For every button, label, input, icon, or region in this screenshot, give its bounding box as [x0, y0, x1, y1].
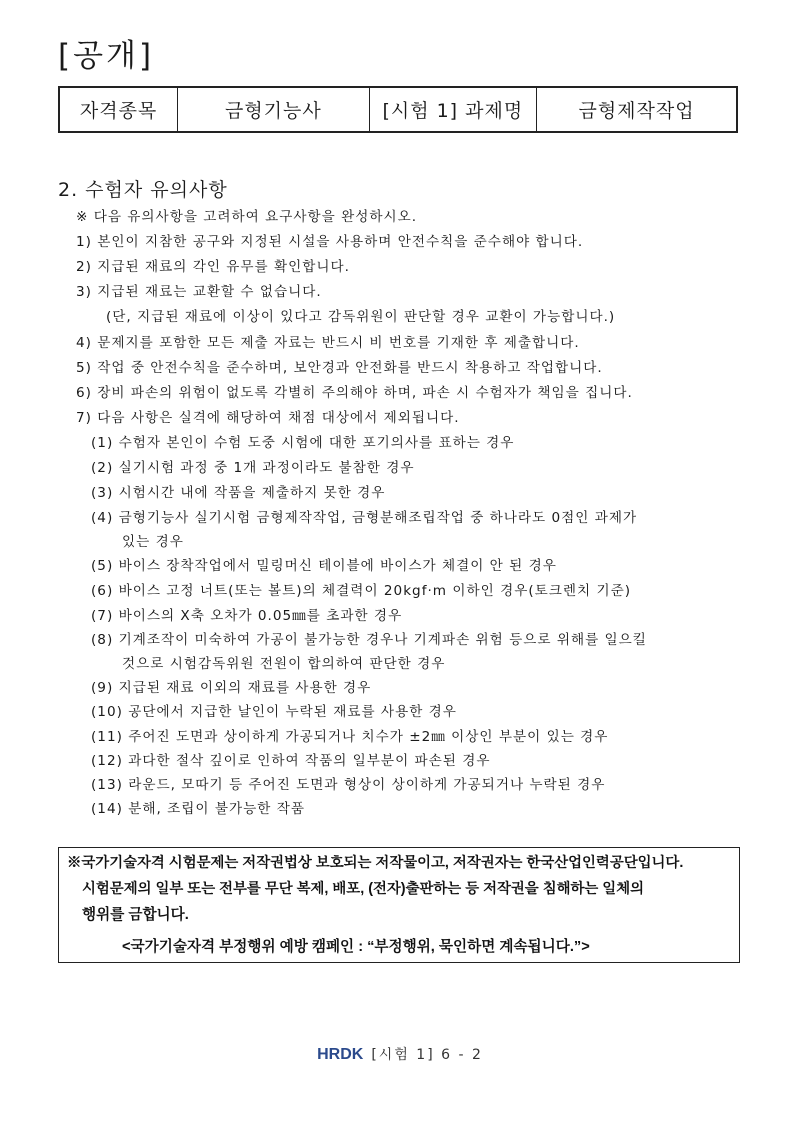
disqualification-item: (12) 과다한 절삭 깊이로 인하여 작품의 일부분이 파손된 경우	[91, 753, 491, 769]
disqualification-item: (11) 주어진 도면과 상이하게 가공되거나 치수가 ±2㎜ 이상인 부분이 있는 경우	[91, 729, 609, 745]
copyright-line-2: 시험문제의 일부 또는 전부를 무단 복제, 배포, (전자)출판하는 등 저작권을 침해하는 일체의	[82, 881, 645, 897]
disqualification-item: (13) 라운드, 모따기 등 주어진 도면과 형상이 상이하게 가공되거나 누락된 경우	[91, 777, 606, 793]
disqualification-item-cont: 있는 경우	[122, 534, 184, 550]
label-qualification-type: 자격종목	[59, 87, 178, 132]
notes-intro: ※ 다음 유의사항을 고려하여 요구사항을 완성하시오.	[76, 209, 418, 225]
disqualification-item: (1) 수험자 본인이 수험 도중 시험에 대한 포기의사를 표하는 경우	[91, 435, 515, 451]
copyright-notice-box	[58, 847, 740, 963]
disqualification-item: (10) 공단에서 지급한 날인이 누락된 재료를 사용한 경우	[91, 704, 457, 720]
info-table	[58, 86, 738, 133]
info-table-row	[59, 87, 737, 132]
note-item: 2) 지급된 재료의 각인 유무를 확인합니다.	[76, 259, 350, 275]
note-item: 5) 작업 중 안전수칙을 준수하며, 보안경과 안전화를 반드시 착용하고 작업합니다.	[76, 360, 603, 376]
value-task-name: 금형제작작업	[537, 87, 737, 132]
disqualification-item: (2) 실기시험 과정 중 1개 과정이라도 불참한 경우	[91, 460, 415, 476]
disqualification-item: (14) 분해, 조립이 불가능한 작품	[91, 801, 305, 817]
section-title: 2. 수험자 유의사항	[58, 179, 228, 201]
note-item: 4) 문제지를 포함한 모든 제출 자료는 반드시 비 번호를 기재한 후 제출합니다.	[76, 335, 580, 351]
copyright-line-3: 행위를 금합니다.	[82, 907, 189, 923]
disqualification-item: (9) 지급된 재료 이외의 재료를 사용한 경우	[91, 680, 372, 696]
note-item: 7) 다음 사항은 실격에 해당하여 채점 대상에서 제외됩니다.	[76, 410, 460, 426]
disqualification-item: (5) 바이스 장착작업에서 밀링머신 테이블에 바이스가 체결이 안 된 경우	[91, 558, 557, 574]
disqualification-item: (6) 바이스 고정 너트(또는 볼트)의 체결력이 20kgf·m 이하인 경우(토크렌치 기준)	[91, 583, 632, 599]
disqualification-item: (7) 바이스의 X축 오차가 0.05㎜를 초과한 경우	[91, 608, 403, 624]
header-label: [공개]	[58, 38, 155, 74]
label-task-name: [시험 1] 과제명	[369, 87, 537, 132]
page-footer	[0, 1044, 800, 1064]
disqualification-item: (4) 금형기능사 실기시험 금형제작작업, 금형분해조립작업 중 하나라도 0점인 과제가	[91, 510, 638, 526]
value-qualification-type: 금형기능사	[178, 87, 369, 132]
note-item: 3) 지급된 재료는 교환할 수 없습니다.	[76, 284, 322, 300]
note-item-detail: (단, 지급된 재료에 이상이 있다고 감독위원이 판단할 경우 교환이 가능합니다.)	[106, 309, 616, 325]
disqualification-item-cont: 것으로 시험감독위원 전원이 합의하여 판단한 경우	[122, 656, 446, 672]
note-item: 6) 장비 파손의 위험이 없도록 각별히 주의해야 하며, 파손 시 수험자가 책임을 집니다.	[76, 385, 633, 401]
hrdk-logo: HRDK	[317, 1046, 364, 1063]
disqualification-item: (3) 시험시간 내에 작품을 제출하지 못한 경우	[91, 485, 386, 501]
page-number: [시험 1] 6 - 2	[371, 1047, 483, 1063]
disqualification-item: (8) 기계조작이 미숙하여 가공이 불가능한 경우나 기계파손 위험 등으로 위해를 일으킬	[91, 632, 647, 648]
campaign-slogan: <국가기술자격 부정행위 예방 캠페인 : “부정행위, 묵인하면 계속됩니다.”>	[122, 939, 590, 955]
copyright-line-1: ※국가기술자격 시험문제는 저작권법상 보호되는 저작물이고, 저작권자는 한국산업인력공단입니다.	[67, 855, 684, 871]
note-item: 1) 본인이 지참한 공구와 지정된 시설을 사용하며 안전수칙을 준수해야 합니다.	[76, 234, 584, 250]
